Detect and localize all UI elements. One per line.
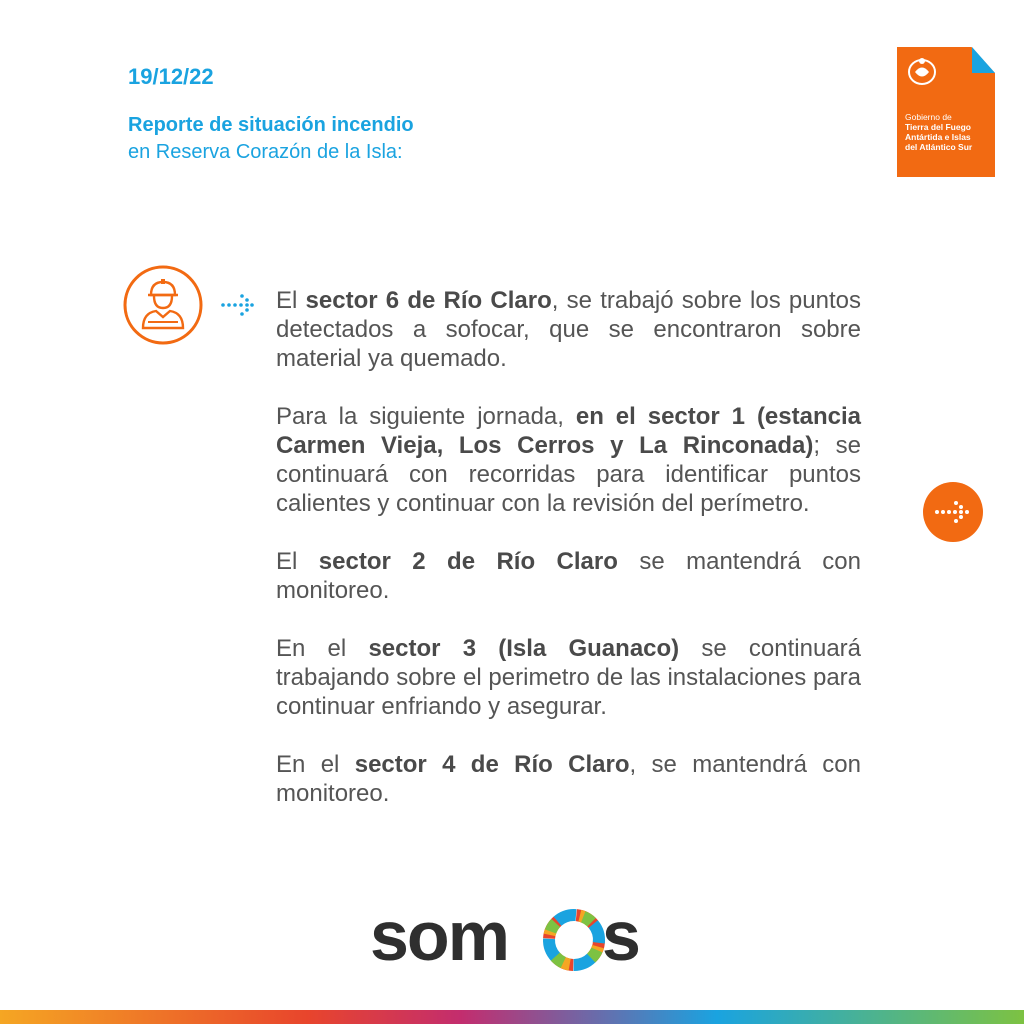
body-text: se continuará trabajando sobre el perimetro de las instalaciones para continuar enfriando y asegurar.	[276, 635, 862, 720]
logo-line4: del Atlántico Sur	[905, 142, 973, 152]
svg-text:som: som	[370, 900, 508, 972]
highlighted-text: sector 4 de Río Claro	[354, 751, 630, 778]
body-text: ; se continuará con recorridas para identificar puntos calientes y continuar con la revisión del perímetro.	[276, 432, 862, 517]
body-text: El	[276, 287, 306, 314]
logo-line2: Tierra del Fuego	[905, 122, 971, 132]
report-title	[128, 112, 414, 166]
paragraph	[276, 634, 861, 721]
paragraph	[276, 750, 861, 808]
paragraph	[276, 286, 861, 373]
logo-line3: Antártida e Islas	[905, 132, 971, 142]
report-title-line2: en Reserva Corazón de la Isla:	[128, 141, 403, 163]
highlighted-text: sector 6 de Río Claro	[305, 287, 552, 314]
highlighted-text: sector 2 de Río Claro	[318, 548, 618, 575]
bottom-color-bar	[0, 1010, 1024, 1024]
colorful-o-icon	[539, 905, 610, 972]
body-text: En el	[276, 635, 369, 662]
body-text: se mantendrá con monitoreo.	[276, 548, 861, 604]
paragraph	[276, 402, 861, 518]
body-text: El	[276, 548, 319, 575]
report-body	[276, 286, 861, 837]
svg-text:s: s	[602, 900, 641, 972]
logo-fold-corner	[972, 47, 995, 73]
next-arrow-icon[interactable]	[923, 482, 983, 542]
logo-line1: Gobierno de	[905, 112, 952, 122]
highlighted-text: sector 3 (Isla Guanaco)	[368, 635, 680, 662]
body-text: En el	[276, 751, 355, 778]
somos-brand-logo	[370, 900, 660, 972]
body-text: Para la siguiente jornada,	[276, 403, 576, 430]
coat-of-arms-icon	[905, 55, 939, 87]
firefighter-icon	[122, 264, 204, 346]
logo-text	[905, 112, 997, 152]
body-text: , se mantendrá con monitoreo.	[276, 751, 862, 807]
highlighted-text: en el sector 1 (estancia Carmen Vieja, Los Cerros y La Rinconada)	[276, 403, 861, 459]
report-title-line1: Reporte de situación incendio	[128, 114, 414, 136]
report-date: 19/12/22	[128, 64, 214, 89]
dotted-arrow-icon	[220, 291, 256, 319]
body-text: , se trabajó sobre los puntos detectados a sofocar, que se encontraron sobre material ya quemado.	[276, 287, 861, 372]
paragraph	[276, 547, 861, 605]
